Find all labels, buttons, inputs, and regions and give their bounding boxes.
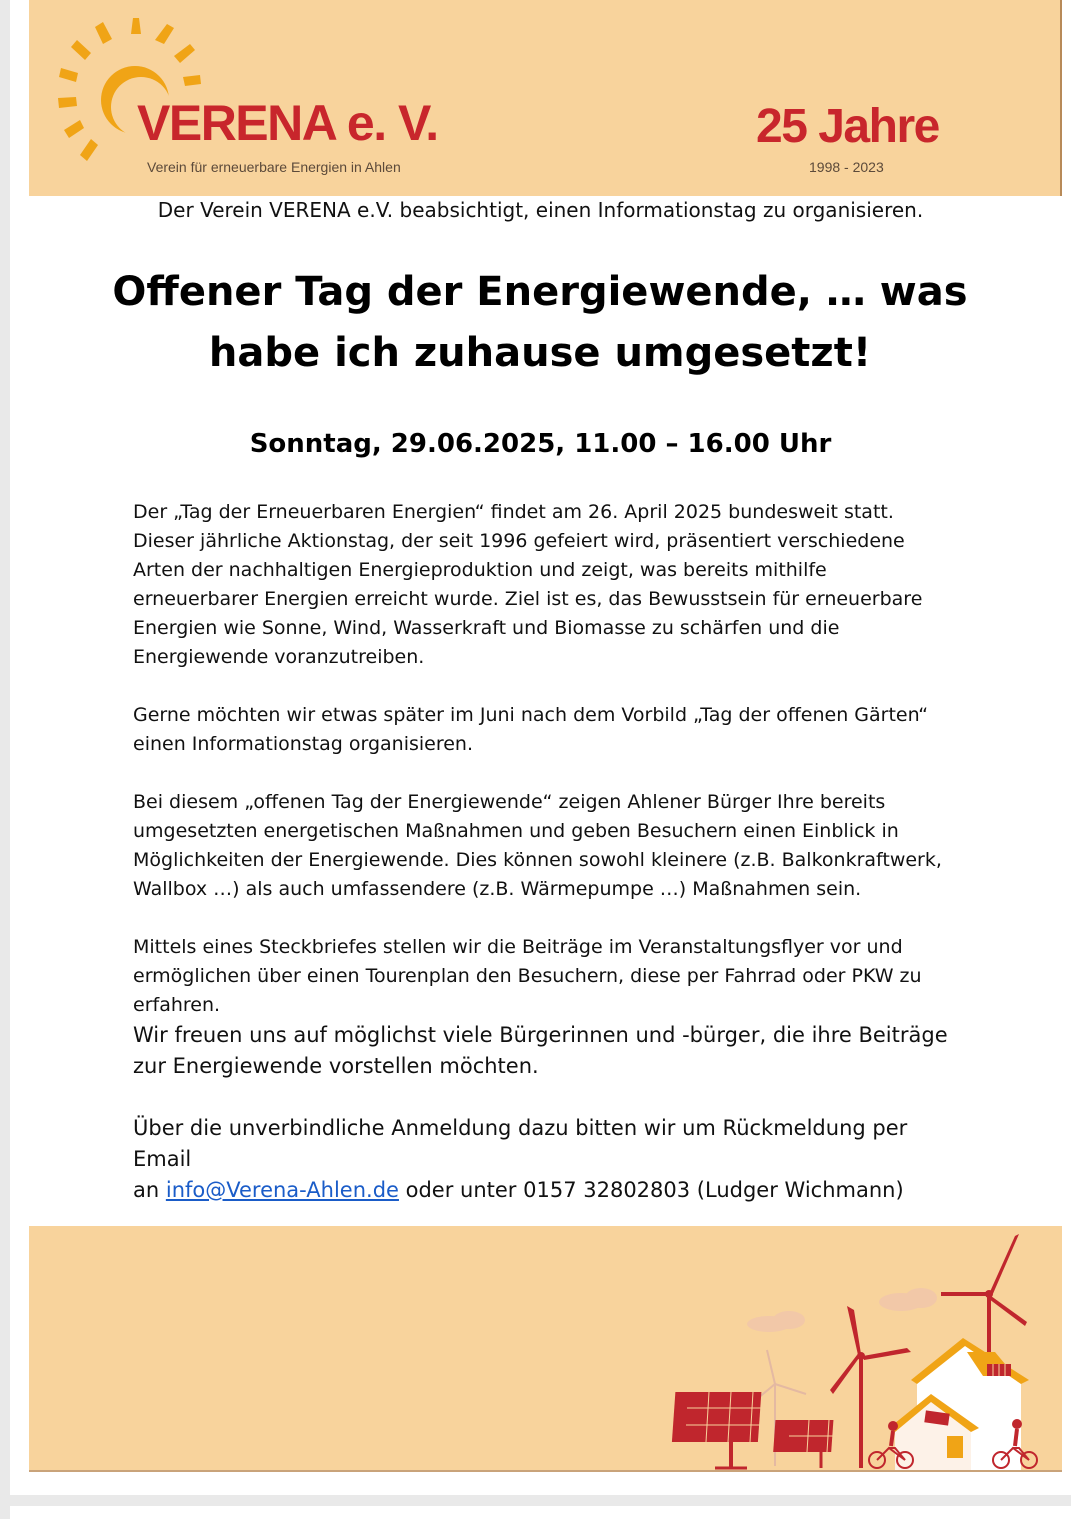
cloud-icon (747, 1288, 937, 1332)
paragraph-3-line: Wallbox …) als auch umfassendere (z.B. Wärmepumpe …) Maßnahmen sein. (133, 878, 862, 900)
headline-line-1: Offener Tag der Energiewende, … was (112, 269, 968, 315)
headline (70, 262, 1010, 384)
contact-line-1: Über die unverbindliche Anmeldung dazu bitten wir um Rückmeldung per Email (133, 1116, 908, 1171)
next-page-edge (10, 1506, 1071, 1519)
paragraph-3-line: Bei diesem „offenen Tag der Energiewende“ zeigen Ahlener Bürger Ihre bereits (133, 791, 886, 813)
paragraph-4-line: ermöglichen über einen Tourenplan den Besuchern, diese per Fahrrad oder PKW zu (133, 965, 922, 987)
jubilee-years: 1998 - 2023 (809, 159, 884, 175)
paragraph-6 (133, 1113, 963, 1206)
paragraph-1-line: erneuerbarer Energien erreicht wurde. Ziel ist es, das Bewusstsein für erneuerbare (133, 588, 923, 610)
jubilee-title: 25 Jahre (756, 100, 939, 153)
paragraph-4-line: erfahren. (133, 994, 221, 1016)
email-link[interactable]: info@Verena-Ahlen.de (165, 1178, 399, 1202)
logo-subtitle: Verein für erneuerbare Energien in Ahlen (147, 159, 401, 175)
event-date: Sonntag, 29.06.2025, 11.00 – 16.00 Uhr (249, 429, 832, 459)
paragraph-5-line: Wir freuen uns auf möglichst viele Bürgerinnen und -bürger, die ihre Beiträge (133, 1023, 948, 1047)
paragraph-2-line: einen Informationstag organisieren. (133, 733, 474, 755)
paragraph-1-line: Dieser jährliche Aktionstag, der seit 1996 gefeiert wird, präsentiert verschiedene (133, 530, 905, 552)
paragraph-1 (133, 498, 963, 672)
footer-band (29, 1226, 1062, 1472)
paragraph-3 (133, 788, 963, 904)
paragraph-3-line: umgesetzten energetischen Maßnahmen und geben Besuchern einen Einblick in (133, 820, 899, 842)
body-text (133, 498, 963, 1206)
header-edge (1060, 0, 1062, 196)
paragraph-2 (133, 701, 963, 759)
paragraph-1-line: Der „Tag der Erneuerbaren Energien“ findet am 26. April 2025 bundesweit statt. (133, 501, 894, 523)
contact-suffix: oder unter 0157 32802803 (Ludger Wichmann) (398, 1178, 904, 1202)
logo-name: VERENA e. V. (137, 95, 438, 151)
paragraph-1-line: Arten der nachhaltigen Energieproduktion und zeigt, was bereits mithilfe (133, 559, 827, 581)
contact-prefix: an (133, 1178, 166, 1202)
renewable-energy-illustration (649, 1226, 1029, 1472)
paragraph-5-line: zur Energiewende vorstellen möchten. (133, 1054, 539, 1078)
paragraph-4-line: Mittels eines Steckbriefes stellen wir die Beiträge im Veranstaltungsflyer vor und (133, 936, 903, 958)
paragraph-5 (133, 1020, 963, 1082)
paragraph-1-line: Energien wie Sonne, Wind, Wasserkraft und Biomasse zu schärfen und die (133, 617, 840, 639)
paragraph-1-line: Energiewende voranzutreiben. (133, 646, 425, 668)
contact-line-2 (133, 1175, 963, 1206)
headline-line-2: habe ich zuhause umgesetzt! (208, 330, 872, 376)
paragraph-3-line: Möglichkeiten der Energiewende. Dies können sowohl kleinere (z.B. Balkonkraftwerk, (133, 849, 942, 871)
paragraph-4 (133, 933, 963, 1020)
house-icon (889, 1338, 1029, 1470)
intro-text: Der Verein VERENA e.V. beabsichtigt, einen Informationstag zu organisieren. (157, 198, 924, 222)
paragraph-2-line: Gerne möchten wir etwas später im Juni nach dem Vorbild „Tag der offenen Gärten“ (133, 704, 929, 726)
flyer-page (10, 0, 1071, 1495)
header-band (29, 0, 1062, 196)
